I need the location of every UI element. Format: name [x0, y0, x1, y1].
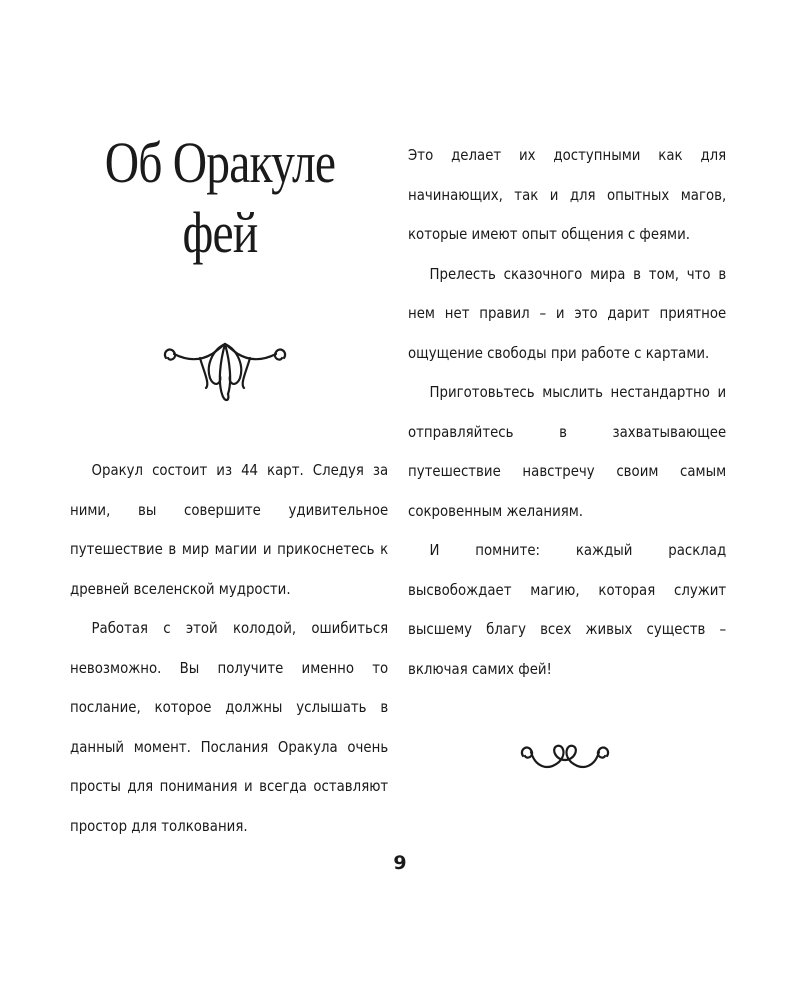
paragraph: Работая с этой колодой, ошибиться невозможно. Вы получите именно то послание, которое должны услышать в данный момент. Послания Оракула очень просты для понимания и всегда оставляют простор для толкования.: [70, 619, 389, 835]
right-text-column: [408, 136, 726, 689]
paragraph: Это делает их доступными как для начинающих, так и для опытных магов, которые имеют опыт общения с феями.: [408, 146, 727, 243]
paragraph: И помните: каждый расклад высвобождает магию, которая служит высшему благу всех живых существ – включая самих фей!: [408, 541, 727, 678]
left-text-column: [70, 451, 388, 846]
page-title: [97, 128, 343, 268]
paragraph: Прелесть сказочного мира в том, что в нем нет правил – и это дарит приятное ощущение свободы при работе с картами.: [408, 264, 727, 362]
page-number: 9: [393, 852, 407, 874]
title-line-1: Об Оракуле: [104, 130, 336, 195]
flourish-ornament-large: [160, 332, 290, 412]
paragraph: Оракул состоит из 44 карт. Следуя за ними, вы совершите удивительное путешествие в мир магии и прикоснетесь к древней вселенской мудрости.: [70, 461, 389, 598]
flourish-ornament-small: [517, 736, 613, 778]
title-line-2: фей: [182, 200, 258, 265]
paragraph: Приготовьтесь мыслить нестандартно и отправляйтесь в захватывающее путешествие навстречу своим самым сокровенным желаниям.: [408, 383, 727, 520]
